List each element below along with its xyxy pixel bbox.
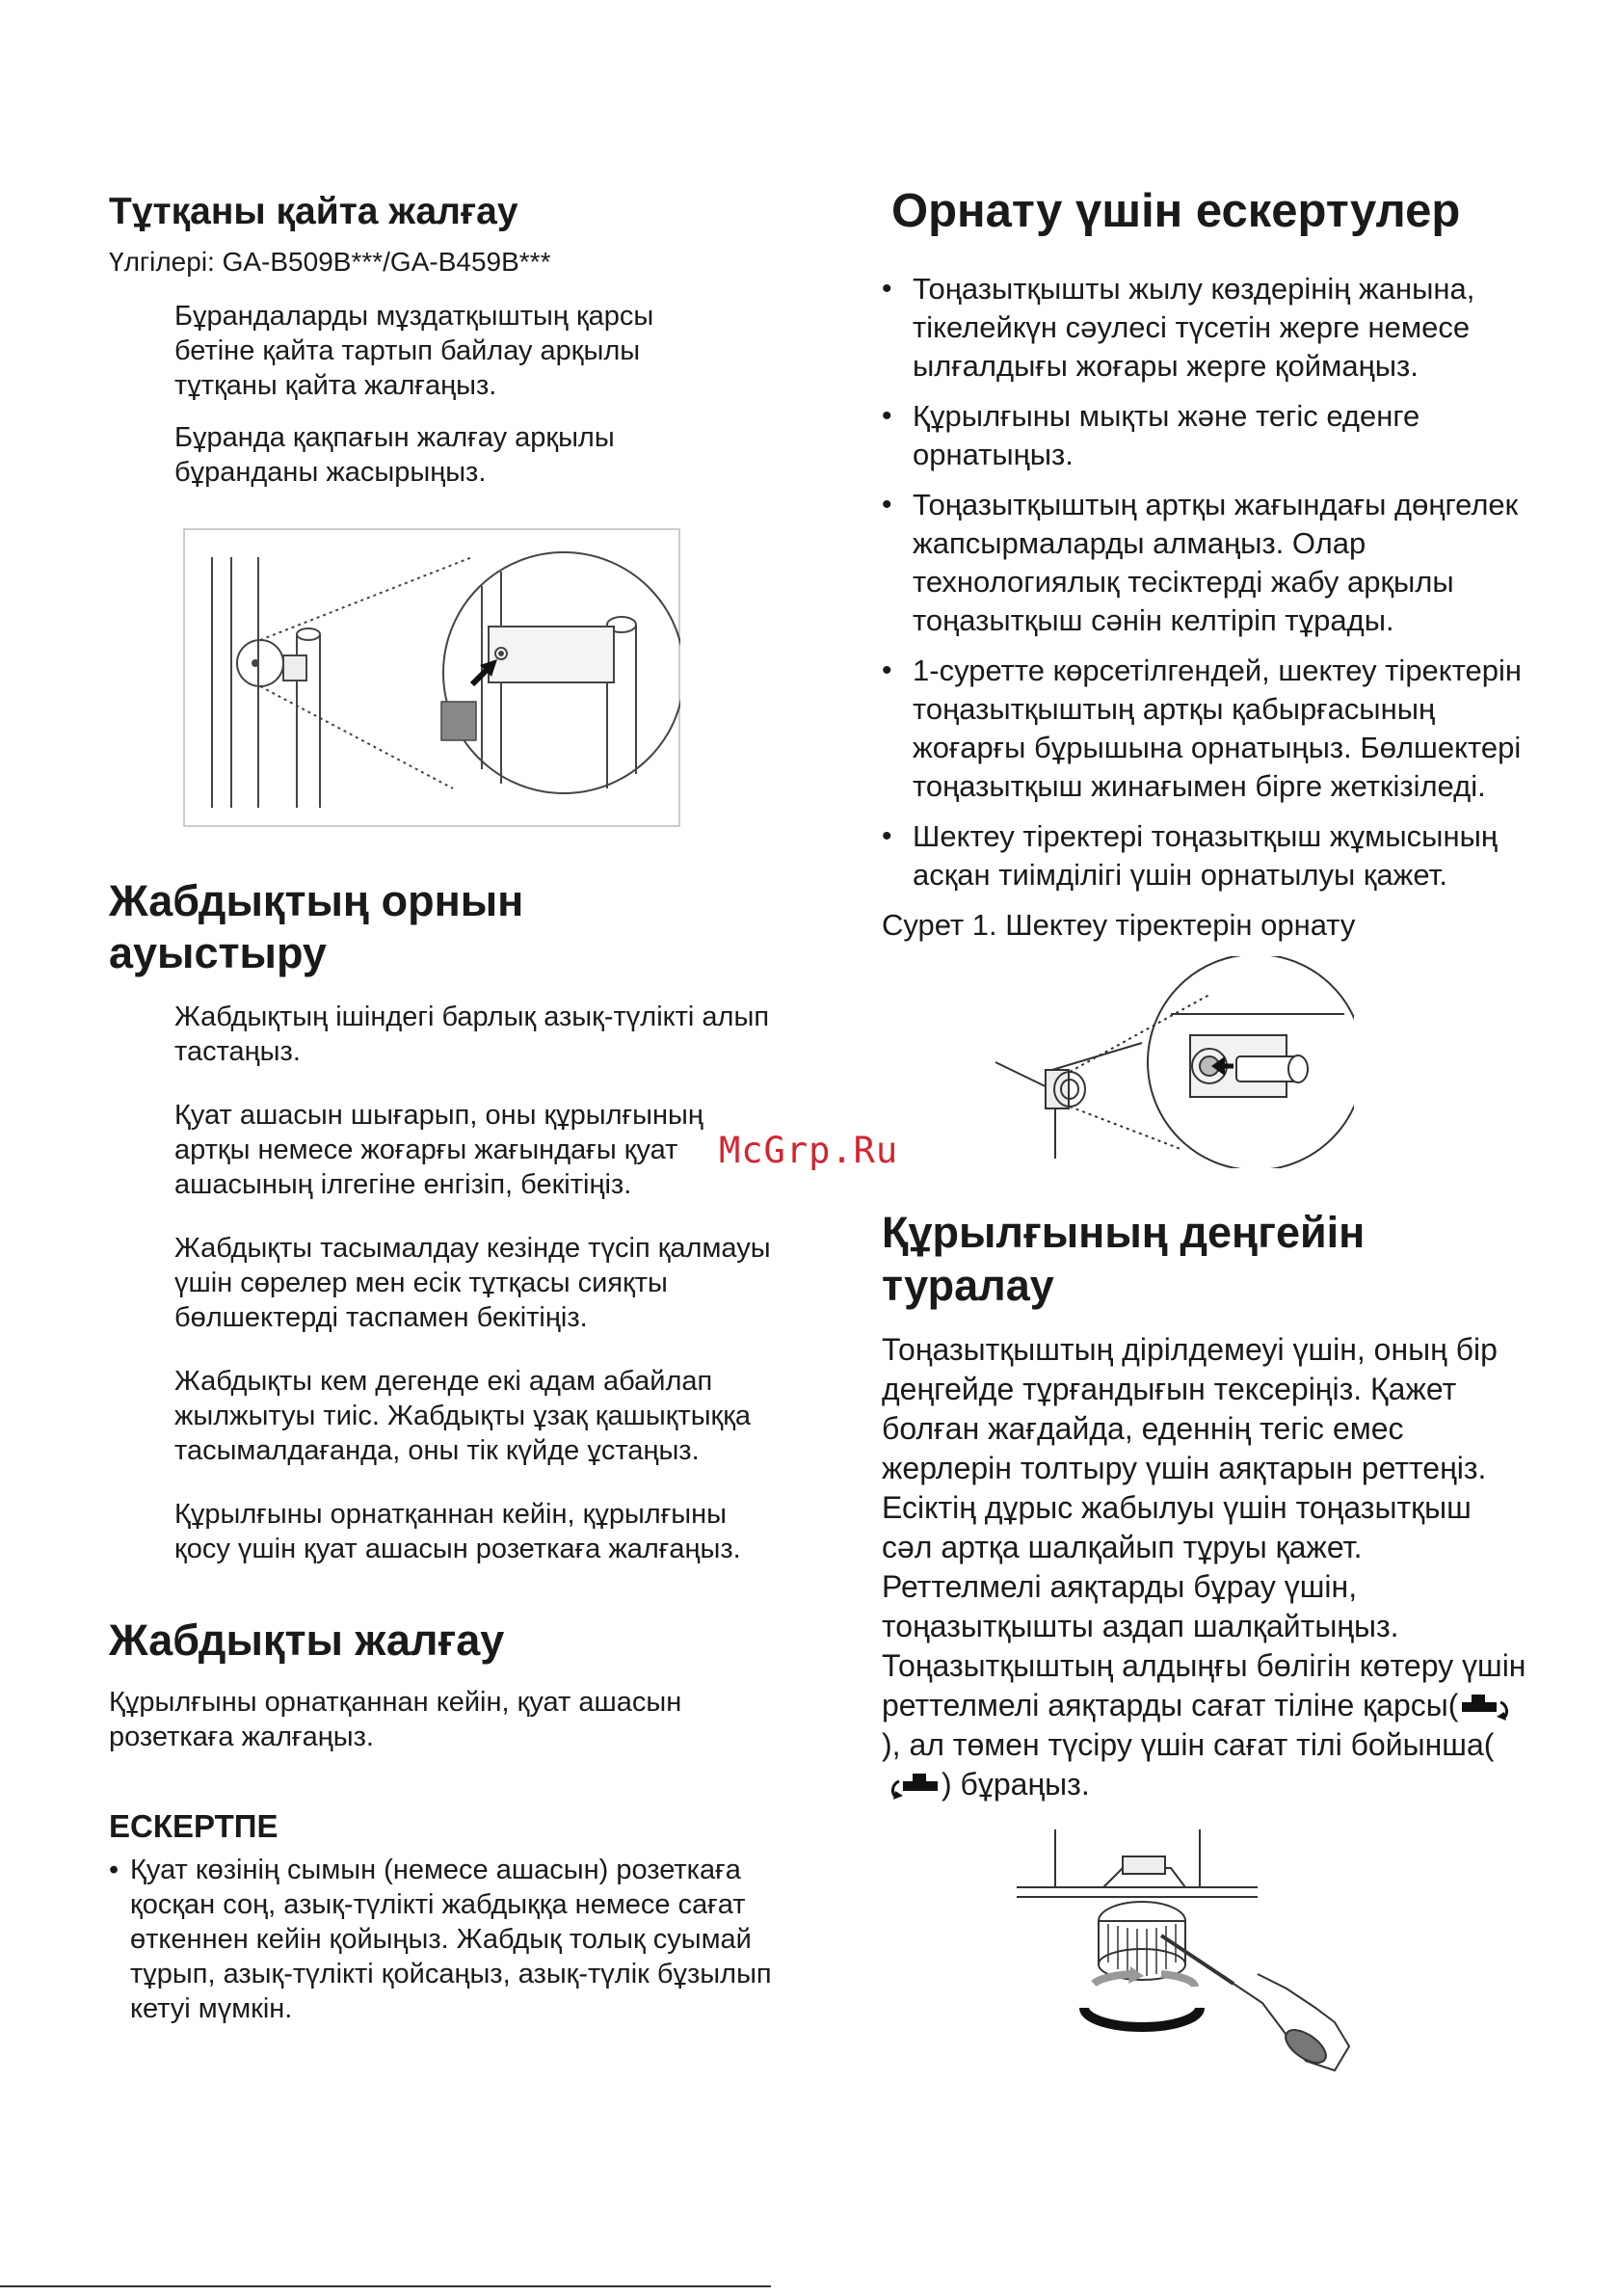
relocation-paragraph-2: Қуат ашасын шығарып, оны құрылғының артқы немесе жоғарғы жағындағы қуат ашасының ілгегіне енгізіп, бекітіңіз. [174, 1100, 703, 1201]
section-title-install-notes: Орнату үшін ескертулер [891, 185, 1461, 237]
spacer-install-figure [988, 956, 1354, 1168]
handle-reconnect-figure [183, 528, 680, 827]
leveling-text-part-1: Тоңазытқыштың дірілдемеуі үшін, оның бір деңгейде тұрғандығын тексеріңіз. Қажет болған жағдайда, еденнің тегіс емес жерлерін толтыру үшін аяқтарын реттеңіз. Есіктің дұрыс жабылуы үшін тоңазытқыш сәл артқа шалқайып тұруы қажет. Реттелмелі аяқтарды бұрау үшін, тоңазытқышты аздап шалқайтыңыз. Тоңазытқыштың алдыңғы бөлігін көтеру үшін реттелмелі аяқтарды сағат тіліне қарсы( [882, 1331, 1526, 1722]
section-title-connect: Жабдықты жалғау [109, 1615, 505, 1666]
note-list [109, 1853, 783, 2026]
page-bottom-rule [0, 2285, 771, 2287]
leveling-title-line2: туралау [882, 1260, 1054, 1310]
relocation-paragraph-5: Құрылғыны орнатқаннан кейін, құрылғыны қосу үшін қуат ашасын розеткаға жалғаңыз. [174, 1499, 741, 1565]
relocation-title-line2: ауыстыру [109, 928, 327, 978]
models-label: Үлгілері: GA-B509B***/GA-B459B*** [109, 246, 551, 277]
leveling-foot-figure [1017, 1829, 1364, 2080]
note-title: ЕСКЕРТПЕ [109, 1808, 279, 1845]
install-bullet-list [882, 270, 1527, 894]
install-bullet-item: • Құрылғыны мықты және тегіс еденге орнатыңыз. [882, 397, 1527, 474]
install-bullet-item: • Тоңазытқышты жылу көздерінің жанына, тікелейкүн сәулесі түсетін жерге немесе ылғалдығы жоғары жерге қоймаңыз. [882, 270, 1527, 386]
right-column [882, 183, 1527, 2080]
section-note [109, 1808, 783, 2026]
section-title-reconnect-handle: Тұтқаны қайта жалғау [109, 191, 518, 232]
connect-paragraph-1: Құрылғыны орнатқаннан кейін, қуат ашасын розеткаға жалғаңыз. [109, 1687, 682, 1753]
reconnect-paragraph-2: Бұранда қақпағын жалғау арқылы бұранданы жасырыңыз. [174, 421, 615, 488]
leveling-title-line1: Құрылғының деңгейін [882, 1207, 1366, 1257]
install-bullet-item: • 1-суретте көрсетілгендей, шектеу тіректерін тоңазытқыштың артқы қабырғасының жоғарғы бұрышына орнатыңыз. Бөлшектері тоңазытқыш жинағымен бірге жеткізіледі. [882, 652, 1527, 806]
install-bullet-item: • Шектеу тіректері тоңазытқыш жұмысының асқан тиімділігі үшін орнатылуы қажет. [882, 817, 1527, 894]
install-bullet-item: • Тоңазытқыштың артқы жағындағы дөңгелек жапсырмаларды алмаңыз. Олар технологиялық тесіктерді жабу арқылы тоңазытқыш сәнін келтіріп тұрады. [882, 486, 1527, 640]
counterclockwise-rotation-icon [1458, 1691, 1518, 1722]
reconnect-paragraph-1: Бұрандаларды мұздатқыштың қарсы бетіне қайта тартып байлау арқылы тұтқаны қайта жалғаңыз. [174, 300, 654, 401]
note-item: • Қуат көзінің сымын (немесе ашасын) розеткаға қосқан соң, азық-түлікті жабдыққа немесе сағат өткеннен кейін қойыңыз. Жабдық толық суымай тұрып, азық-түлікті қойсаңыз, азық-түлік бұзылып кетуі мүмкін. [109, 1853, 785, 2026]
leveling-text-part-2: ), ал төмен түсіру үшін сағат тілі бойынша( [882, 1726, 1495, 1762]
section-connect [109, 1615, 783, 1754]
section-title-relocation [109, 875, 783, 981]
watermark: McGrp.Ru [719, 1130, 899, 1171]
relocation-paragraph-1: Жабдықтың ішіндегі барлық азық-түлікті алып тастаңыз. [174, 1001, 770, 1068]
section-install-notes [882, 183, 1527, 1168]
relocation-paragraph-4: Жабдықты кем дегенде екі адам абайлап жылжытуы тиіс. Жабдықты ұзақ қашықтыққа тасымалдағанда, оны тік күйде ұстаңыз. [174, 1366, 752, 1467]
leveling-paragraph [882, 1330, 1527, 1804]
relocation-paragraph-3: Жабдықты тасымалдау кезінде түсіп қалмауы үшін сөрелер мен есік тұтқасы сияқты бөлшектерді таспамен бекітіңіз. [174, 1233, 771, 1334]
clockwise-rotation-icon [882, 1770, 942, 1801]
left-column [109, 189, 783, 2026]
section-reconnect-handle [109, 189, 783, 827]
figure-1-caption: Сурет 1. Шектеу тіректерін орнату [882, 907, 1356, 942]
section-relocation [109, 875, 783, 1567]
section-leveling [882, 1207, 1527, 2080]
leveling-text-part-3: ) бұраңыз. [942, 1766, 1090, 1802]
section-title-leveling [882, 1207, 1527, 1313]
relocation-title-line1: Жабдықтың орнын [109, 875, 524, 925]
